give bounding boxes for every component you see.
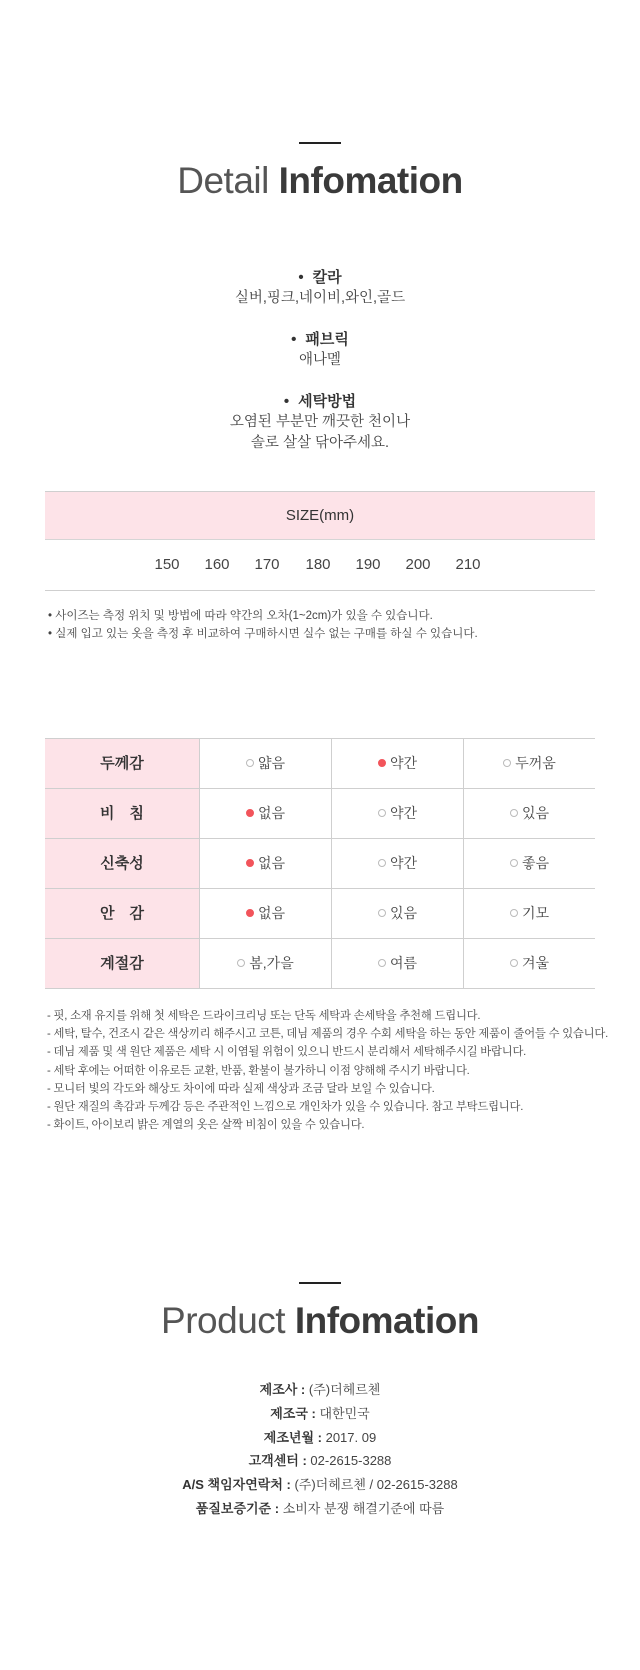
size-table-header: SIZE(mm) bbox=[45, 491, 595, 540]
attr-option: 있음 bbox=[464, 789, 595, 838]
info-item-color bbox=[0, 268, 640, 309]
product-info-lines bbox=[0, 1378, 640, 1521]
heading-divider bbox=[299, 1282, 341, 1284]
product-value: 02-2615-3288 bbox=[310, 1453, 392, 1469]
attr-option: 약간 bbox=[332, 839, 464, 888]
radio-dot-icon bbox=[378, 909, 386, 917]
care-note: - 핏, 소재 유지를 위해 첫 세탁은 드라이크리닝 또는 단독 세탁과 손세탁을 추천해 드립니다. bbox=[47, 1010, 481, 1022]
product-key: 제조사 : bbox=[259, 1382, 306, 1397]
product-title bbox=[0, 1300, 640, 1342]
product-key: A/S 책임자연락처 : bbox=[182, 1477, 291, 1493]
attr-row-sheerness bbox=[45, 789, 595, 839]
info-label: 세탁방법 bbox=[298, 393, 357, 410]
attr-label: 계절감 bbox=[45, 939, 200, 988]
size-table bbox=[45, 491, 595, 591]
radio-dot-icon bbox=[378, 809, 386, 817]
attr-option: 없음 bbox=[200, 789, 332, 838]
attr-option: 얇음 bbox=[200, 739, 332, 788]
attr-option: 여름 bbox=[332, 939, 464, 988]
product-info-list bbox=[0, 268, 640, 475]
care-notes bbox=[47, 1007, 627, 1134]
detail-title-bold: Infomation bbox=[278, 160, 463, 201]
info-label: 칼라 bbox=[312, 269, 342, 286]
attr-option: 없음 bbox=[200, 889, 332, 938]
heading-divider bbox=[299, 142, 341, 144]
product-line-as-contact bbox=[0, 1473, 640, 1497]
attr-row-thickness bbox=[45, 739, 595, 789]
detail-title-light: Detail bbox=[177, 160, 269, 201]
radio-dot-icon bbox=[510, 809, 518, 817]
product-key: 제조국 : bbox=[270, 1405, 316, 1421]
radio-dot-selected-icon bbox=[246, 859, 254, 867]
attr-row-stretch bbox=[45, 839, 595, 889]
attr-label: 비 침 bbox=[45, 789, 200, 838]
care-note: - 세탁, 탈수, 건조시 같은 색상끼리 해주시고 코튼, 데님 제품의 경우 수회 세탁을 하는 동안 제품이 줄어들 수 있습니다. bbox=[47, 1028, 609, 1041]
product-value: 대한민국 bbox=[319, 1405, 370, 1421]
bullet: • bbox=[283, 393, 290, 410]
attr-option: 약간 bbox=[332, 739, 464, 788]
product-value: 2017. 09 bbox=[325, 1429, 377, 1445]
size-row bbox=[45, 540, 595, 591]
bullet: • bbox=[291, 331, 297, 348]
detail-info-heading bbox=[0, 142, 640, 202]
product-line-warranty bbox=[0, 1497, 640, 1521]
info-item-fabric bbox=[0, 330, 640, 371]
size-cell: 190 bbox=[355, 556, 381, 573]
radio-dot-icon bbox=[510, 909, 518, 917]
size-cell: 160 bbox=[204, 556, 230, 573]
attr-label: 신축성 bbox=[45, 839, 200, 888]
radio-dot-selected-icon bbox=[246, 809, 254, 817]
product-info-heading bbox=[0, 1282, 640, 1342]
attr-option: 봄,가을 bbox=[200, 939, 332, 988]
attr-row-lining bbox=[45, 889, 595, 939]
product-line-date bbox=[0, 1426, 640, 1450]
info-value: 오염된 부분만 깨끗한 천이나 bbox=[229, 414, 411, 430]
size-note: • 실제 입고 있는 옷을 측정 후 비교하여 구매하시면 실수 없는 구매를 하실 수 있습니다. bbox=[48, 628, 478, 640]
attr-label: 안 감 bbox=[45, 889, 200, 938]
attr-label: 두께감 bbox=[45, 739, 200, 788]
size-cell: 200 bbox=[405, 556, 431, 573]
info-label: 패브릭 bbox=[305, 331, 349, 348]
product-line-support bbox=[0, 1449, 640, 1473]
product-key: 품질보증기준 : bbox=[195, 1500, 280, 1516]
radio-dot-icon bbox=[378, 859, 386, 867]
attribute-table bbox=[45, 738, 595, 989]
info-item-washing bbox=[0, 392, 640, 454]
radio-dot-icon bbox=[503, 759, 511, 767]
attr-option: 기모 bbox=[464, 889, 595, 938]
size-cell: 210 bbox=[455, 556, 481, 573]
product-key: 고객센터 : bbox=[248, 1453, 307, 1469]
size-notes bbox=[48, 607, 608, 643]
size-cell: 170 bbox=[254, 556, 280, 573]
attr-option: 좋음 bbox=[464, 839, 595, 888]
radio-dot-icon bbox=[510, 959, 518, 967]
product-title-bold: Infomation bbox=[294, 1300, 479, 1341]
attr-row-season bbox=[45, 939, 595, 989]
bullet: • bbox=[298, 269, 304, 286]
radio-dot-selected-icon bbox=[378, 759, 386, 767]
info-value: 솔로 살살 닦아주세요. bbox=[250, 435, 390, 451]
product-value: (주)더헤르첸 / 02-2615-3288 bbox=[294, 1477, 458, 1493]
info-value: 실버,핑크,네이비,와인,골드 bbox=[234, 290, 406, 306]
care-note: - 데님 제품 및 색 원단 제품은 세탁 시 이염될 위험이 있으니 반드시 분리해서 세탁해주시길 바랍니다. bbox=[47, 1046, 527, 1059]
care-note: - 화이트, 아이보리 밝은 계열의 옷은 살짝 비침이 있을 수 있습니다. bbox=[47, 1119, 365, 1132]
detail-title bbox=[0, 160, 640, 202]
product-line-country bbox=[0, 1402, 640, 1426]
product-title-light: Product bbox=[161, 1300, 286, 1341]
radio-dot-icon bbox=[510, 859, 518, 867]
attr-option: 두꺼움 bbox=[464, 739, 595, 788]
size-cell: 150 bbox=[154, 556, 180, 573]
info-value: 애나멜 bbox=[298, 352, 342, 368]
attr-option: 겨울 bbox=[464, 939, 595, 988]
care-note: - 모니터 빛의 각도와 해상도 차이에 따라 실제 색상과 조금 달라 보일 수 있습니다. bbox=[47, 1082, 435, 1095]
radio-dot-icon bbox=[237, 959, 245, 967]
size-cell: 180 bbox=[305, 556, 331, 573]
attr-option: 없음 bbox=[200, 839, 332, 888]
radio-dot-selected-icon bbox=[246, 909, 254, 917]
product-key: 제조년월 : bbox=[263, 1429, 322, 1445]
care-note: - 세탁 후에는 어떠한 이유로든 교환, 반품, 환불이 불가하니 이점 양해해 주시기 바랍니다. bbox=[47, 1064, 470, 1077]
care-note: - 원단 재질의 촉감과 두께감 등은 주관적인 느낌으로 개인차가 있을 수 있습니다. 참고 부탁드립니다. bbox=[47, 1101, 524, 1114]
product-line-maker bbox=[0, 1378, 640, 1402]
attr-option: 있음 bbox=[332, 889, 464, 938]
radio-dot-icon bbox=[378, 959, 386, 967]
product-value: (주)더헤르첸 bbox=[308, 1382, 381, 1397]
size-note: • 사이즈는 측정 위치 및 방법에 따라 약간의 오차(1~2cm)가 있을 수 있습니다. bbox=[48, 610, 433, 622]
product-value: 소비자 분쟁 해결기준에 따름 bbox=[282, 1500, 445, 1516]
attr-option: 약간 bbox=[332, 789, 464, 838]
radio-dot-icon bbox=[246, 759, 254, 767]
